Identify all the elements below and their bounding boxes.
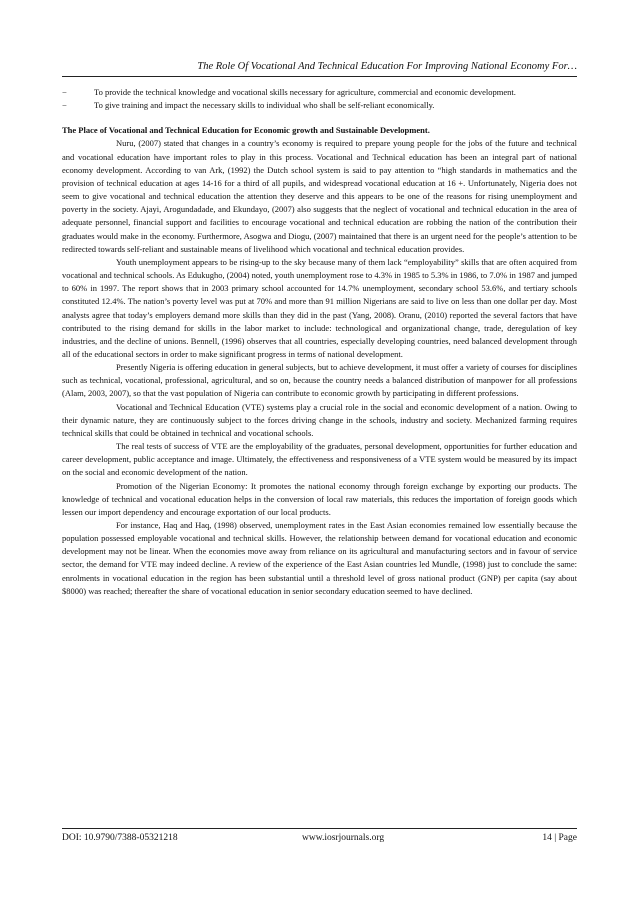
paragraph: The real tests of success of VTE are the employability of the graduates, personal development, opportunities for further education and career development, public acceptance and image. Ultimately, the effectiveness and responsiveness of a VTE system would be measured by its impact on the social and economic development of the nation. [62, 441, 577, 478]
footer-rule [62, 828, 577, 829]
paragraph: Vocational and Technical Education (VTE) systems play a crucial role in the social and economic development of a nation. Owing to their dynamic nature, they are continuously subject to the forces driving change in the schools, industry and society. Mechanized farming requires technical skills that could be obtained in technical and vocational schools. [62, 401, 577, 438]
paragraph: Promotion of the Nigerian Economy: It promotes the national economy through foreign exchange by exporting our products. The knowledge of technical and vocational education helps in the conversion of local raw materials, this reduces the importation of foreign goods which lessen our import dependency and encourage exportation of our local products. [62, 480, 577, 517]
section-heading: The Place of Vocational and Technical Education for Economic growth and Sustainable Development. [62, 125, 430, 136]
dash-bullet-icon: − [62, 87, 67, 97]
paragraph: For instance, Haq and Haq, (1998) observed, unemployment rates in the East Asian economies remained low essentially because the population possessed employable vocational and technical skills. However, the relationship between demand for vocational education and economic development may not be linear. When the economies move away from reliance on its agricultural and manufacturing sectors and in favour of service sector, the demand for VTE may indeed decline. A review of the experience of the East Asian countries led Mundle, (1998) just to conclude the same: enrolments in vocational education in the region has been substantial until a threshold level of gross national product (GNP) per capita (say about $8000) was reached; thereafter the share of vocational education in senior secondary education seemed to have declined. [62, 520, 577, 596]
list-item-text: To give training and impact the necessary skills to individual who shall be self-reliant economically. [94, 100, 435, 111]
paragraph: Presently Nigeria is offering education in general subjects, but to achieve development, it must offer a variety of courses for disciplines such as technical, vocational, professional, agricultural, and so on, because the country needs a balanced distribution of manpower for all professions (Alam, 2003, 2007), so that the vast population of Nigeria can contribute to economic growth by participating in different professions. [62, 362, 577, 399]
list-item [62, 86, 577, 99]
dash-bullet-icon: − [62, 100, 67, 111]
running-title: The Role Of Vocational And Technical Education For Improving National Economy For… [197, 61, 577, 72]
page-number: 14 | Page [542, 833, 577, 843]
header-rule [62, 76, 577, 77]
article-body [62, 86, 577, 598]
paragraph: Nuru, (2007) stated that changes in a country’s economy is required to prepare young people for the jobs of the future and technical and vocational education have important roles to play in this process. Vocational and Technical education has been an integral part of national economy development. According to van Ark, (1992) the Dutch school system is said to pay attention to “high standards in mathematics and the provision of technical education at ages 14-16 for a third of all pupils, and widespread vocational education at 16 +. Unfortunately, Nigeria does not seem to give vocational and technical education the attention they deserve and this appears to be one of the reasons for rising unemployment and poverty in the society. Ajayi, Arogundadade, and Ekundayo, (2007) also suggests that the neglect of vocational and technical education in the area of adequate personnel, financial support and facilities to encourage vocational and technical education are robbing the nation of the contribution their graduates would make in the economy. Furthermore, Asogwa and Diogu, (2007) maintained that there is an urgent need for the people’s attention to be redirected towards self-reliant and sustainable means of livelihood which vocational and technical education provides. [62, 138, 577, 254]
paragraph: Youth unemployment appears to be rising-up to the sky because many of them lack “employability” skills that are often acquired from vocational and technical schools. As Edukugho, (2004) noted, youth unemployment rose to 4.3% in 1985 to 5.3% in 1986, to 7.0% in 1987 and jumped to 60% in 1997. The report shows that in 2003 primary school accounted for 14.7% unemployment, secondary school 53.6%, and tertiary schools constituted 12.4%. The nation’s poverty level was put at 70% and more than 91 million Nigerians are said to live on less than one dollar per day. Most analysts agree that today’s employers demand more skills than they did in the past (Yang, 2008). Oranu, (2010) reported the several factors that have contributed to the rising demand for skills in the labor market to include: technological and organizational change, trade, deregulation of key industries, and the decline of unions. Bennell, (1996) observes that all countries, especially developing countries, need balanced development through all of the educational sectors in order to make significant progress in terms of national development. [62, 256, 577, 359]
list-item-text: To provide the technical knowledge and vocational skills necessary for agriculture, commercial and economic development. [94, 87, 516, 97]
journal-website-link[interactable]: www.iosrjournals.org [302, 833, 385, 843]
list-item [62, 99, 577, 112]
journal-page [62, 0, 577, 903]
objectives-list [62, 86, 577, 112]
doi-text: DOI: 10.9790/7388-05321218 [62, 833, 178, 843]
